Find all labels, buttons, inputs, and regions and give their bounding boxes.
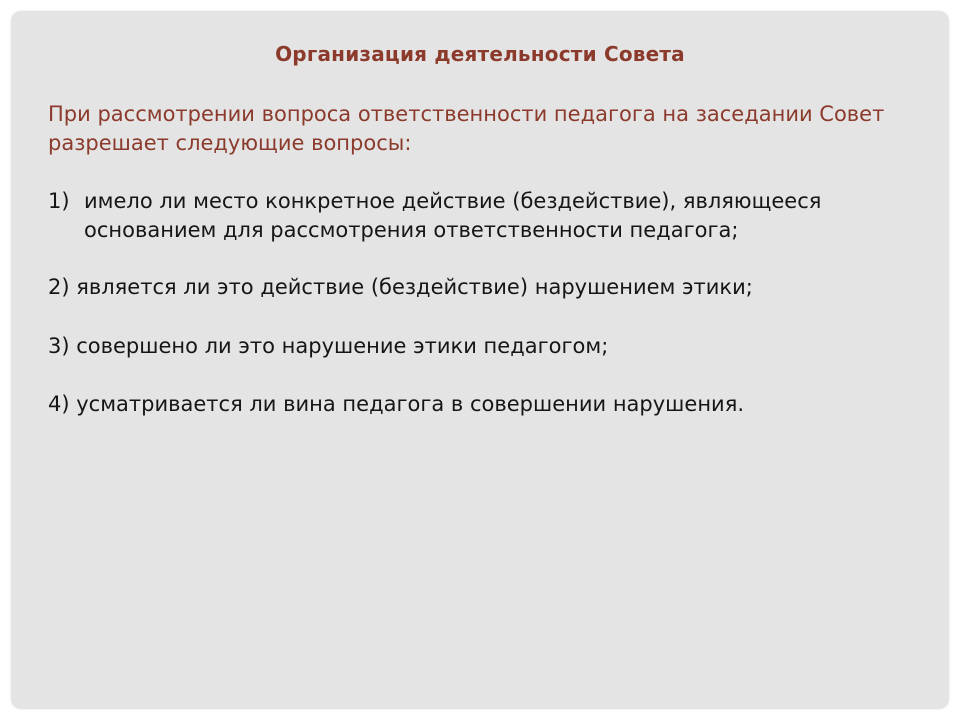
list-item-text: имело ли место конкретное действие (бездействие), являющееся основанием для рассмотрения ответственности педагога; [84,189,822,242]
list-item-1 [48,187,928,245]
list-item-3: 3) совершено ли это нарушение этики педагогом; [48,334,609,358]
slide-title: Организация деятельности Совета [275,42,685,66]
list-item-2: 2) является ли это действие (бездействие) нарушением этики; [48,275,753,299]
list-item-4: 4) усматривается ли вина педагога в совершении нарушения. [48,392,745,416]
intro-paragraph: При рассмотрении вопроса ответственности педагога на заседании Совет разрешает следующие вопросы: [48,102,885,155]
list-item-number: 1) [48,189,70,213]
